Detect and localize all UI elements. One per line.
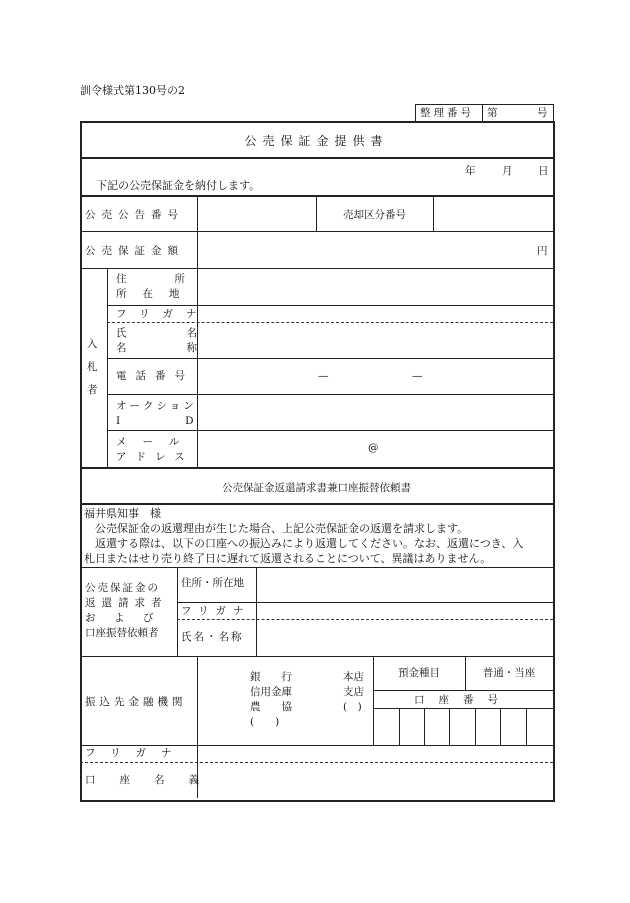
intro-text: 下記の公売保証金を納付します。 bbox=[96, 179, 261, 192]
bidder-email-label-2: アドレス bbox=[116, 451, 194, 463]
bank-label: 振込先金融機関 bbox=[85, 696, 187, 708]
bidder-phone-label: 電話番号 bbox=[116, 370, 194, 382]
claimant-name-label: 氏名・名称 bbox=[181, 631, 244, 643]
bidder-phone-input[interactable] bbox=[199, 360, 551, 393]
bidder-address-label-2: 所在地 bbox=[116, 288, 196, 300]
branch-branch[interactable]: 支店 bbox=[343, 686, 364, 698]
auction-notice-input[interactable] bbox=[199, 197, 314, 229]
reference-number-label: 整理番号 bbox=[420, 107, 474, 119]
bidder-label-1: 入 bbox=[87, 338, 98, 350]
claimant-label-3: お よ び bbox=[85, 612, 158, 624]
account-furigana-label: フリガナ bbox=[85, 747, 187, 759]
date-month: 月 bbox=[502, 165, 513, 177]
phone-dash-1: — bbox=[318, 370, 329, 382]
refund-text-1: 公売保証金の返還理由が生じた場合、上記公売保証金の返還を請求します。 bbox=[84, 522, 469, 535]
claimant-address-input[interactable] bbox=[258, 569, 551, 601]
bidder-name-label-2: 名称 bbox=[116, 342, 257, 354]
auction-notice-label: 公売公告番号 bbox=[85, 209, 184, 221]
bidder-label-2: 札 bbox=[87, 361, 98, 373]
yen-unit: 円 bbox=[537, 245, 548, 257]
bank-type-agri-coop[interactable]: 農 協 bbox=[250, 701, 292, 713]
date-year: 年 bbox=[465, 165, 476, 177]
phone-dash-2: — bbox=[412, 370, 423, 382]
reference-dai: 第 bbox=[487, 107, 498, 119]
bidder-address-label-1: 住所 bbox=[116, 273, 233, 285]
bidder-auction-id-label-1: オークション bbox=[116, 400, 197, 412]
bidder-label-3: 者 bbox=[87, 384, 98, 396]
deposit-amount-label: 公売保証金額 bbox=[85, 245, 184, 257]
claimant-name-input[interactable] bbox=[258, 621, 551, 655]
bidder-name-input[interactable] bbox=[199, 324, 551, 357]
branch-other[interactable]: ( ) bbox=[343, 701, 362, 713]
form-title: 公売保証金提供書 bbox=[244, 134, 389, 148]
bidder-auction-id-input[interactable] bbox=[199, 396, 551, 429]
refund-text-2: 返還する際は、以下の口座への振込みにより返還してください。なお、返還につき、入 bbox=[84, 537, 524, 550]
bidder-address-input[interactable] bbox=[199, 270, 551, 304]
bank-type-credit-union[interactable]: 信用金庫 bbox=[250, 686, 292, 698]
date-day: 日 bbox=[538, 165, 549, 177]
addressee: 福井県知事 様 bbox=[84, 507, 161, 520]
deposit-type-label: 預金種目 bbox=[398, 667, 440, 679]
claimant-address-label: 住所・所在地 bbox=[181, 577, 244, 589]
account-number-label: 口座番号 bbox=[414, 694, 512, 706]
account-number-input[interactable] bbox=[374, 709, 551, 744]
deposit-type-value[interactable]: 普通・当座 bbox=[482, 667, 536, 679]
bank-type-bank[interactable]: 銀 行 bbox=[250, 671, 292, 683]
sale-section-label: 売却区分番号 bbox=[343, 209, 406, 221]
claimant-furigana-label: フリガナ bbox=[181, 605, 251, 617]
sale-section-input[interactable] bbox=[435, 197, 550, 229]
branch-head-office[interactable]: 本店 bbox=[343, 671, 364, 683]
claimant-label-4: 口座振替依頼者 bbox=[85, 627, 159, 639]
bidder-name-label-1: 氏名 bbox=[116, 327, 257, 339]
account-furigana-input[interactable] bbox=[199, 746, 551, 761]
email-at-sign: @ bbox=[368, 442, 379, 454]
bidder-auction-id-label-2: ID bbox=[116, 415, 259, 427]
bidder-furigana-input[interactable] bbox=[199, 306, 551, 321]
account-holder-input[interactable] bbox=[199, 764, 551, 797]
bank-type-other[interactable]: ( ) bbox=[250, 716, 280, 728]
claimant-label-1: 公売保証金の bbox=[85, 582, 160, 594]
refund-text-3: 札日またはせり売り終了日に遅れて返還されることについて、異議はありません。 bbox=[84, 552, 492, 565]
refund-title: 公売保証金返還請求書兼口座振替依頼書 bbox=[222, 482, 411, 494]
deposit-amount-input[interactable] bbox=[199, 233, 529, 266]
bidder-email-label-1: メール bbox=[116, 436, 196, 448]
claimant-furigana-input[interactable] bbox=[258, 603, 551, 618]
claimant-label-2: 返還請求者 bbox=[85, 597, 168, 609]
bidder-furigana-label: フリガナ bbox=[116, 308, 210, 320]
account-holder-label: 口座名義 bbox=[85, 774, 223, 786]
form-number: 訓令様式第130号の2 bbox=[80, 84, 185, 97]
reference-go: 号 bbox=[537, 107, 548, 119]
date-input[interactable] bbox=[440, 162, 550, 178]
